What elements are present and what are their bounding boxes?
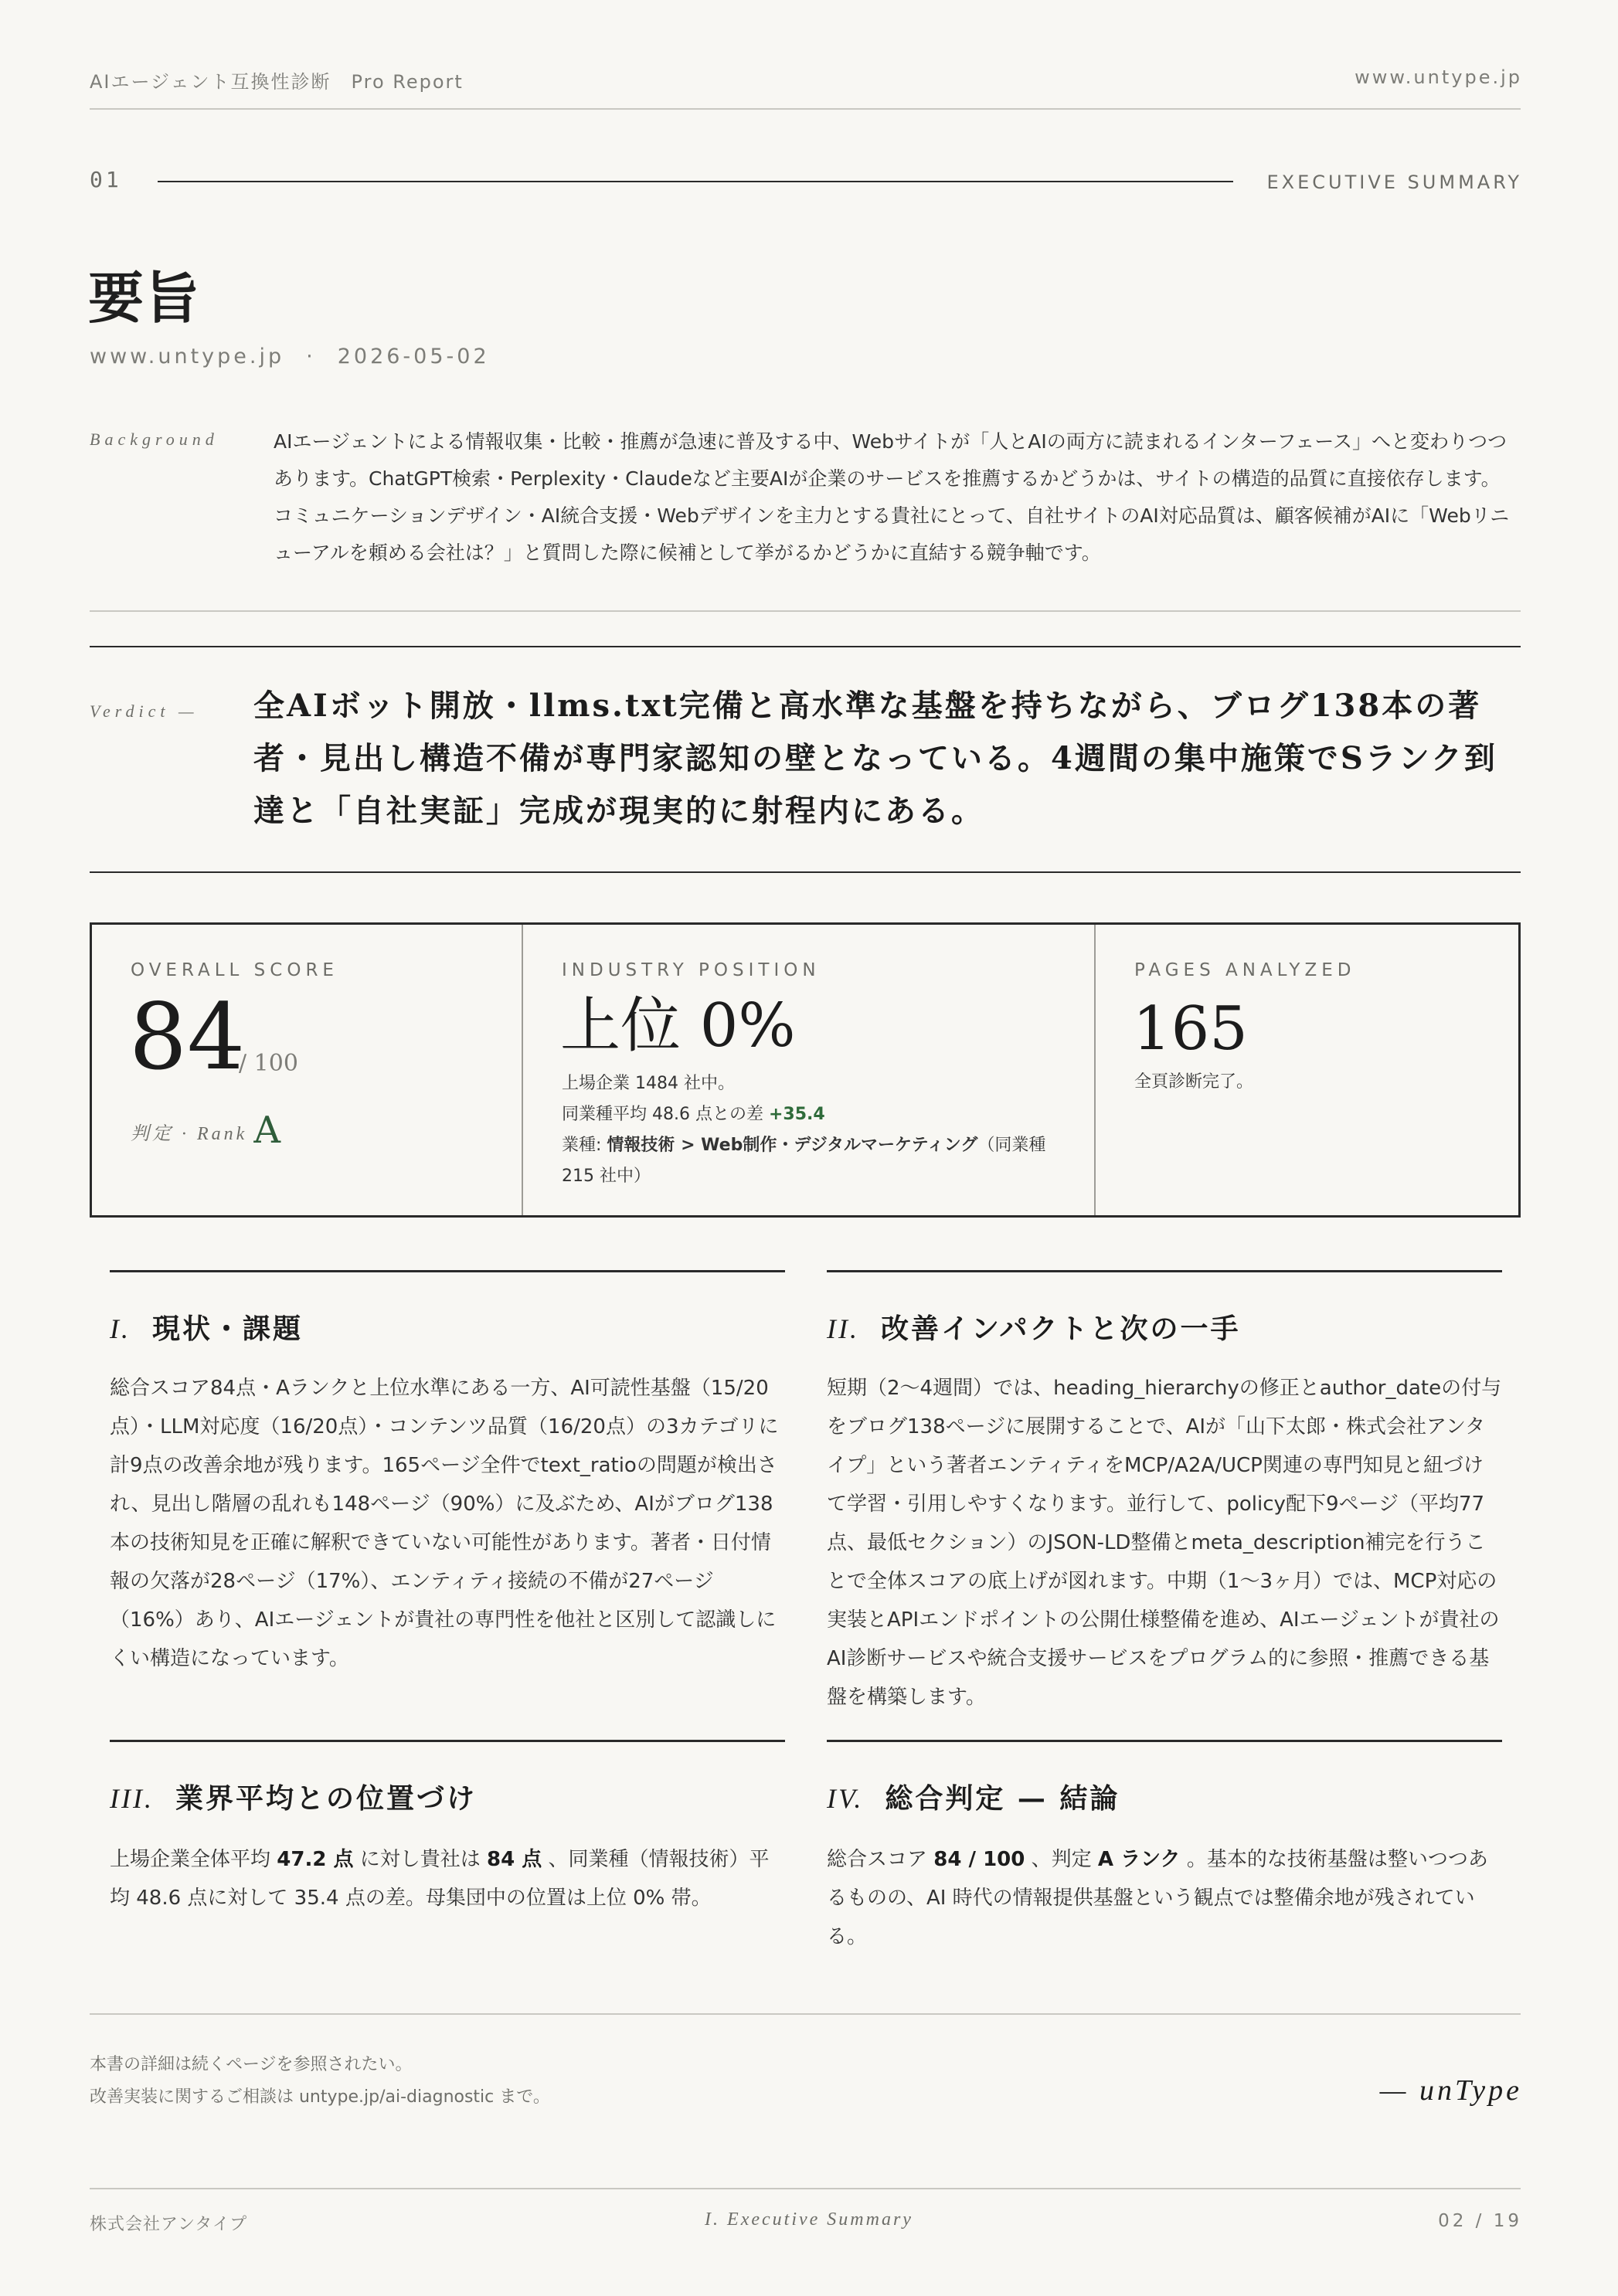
footer-chapter: I. Executive Summary <box>705 2209 913 2230</box>
rank-line <box>131 1109 280 1152</box>
section-4-text-1: 総合スコア <box>827 1848 928 1871</box>
section-1-numeral: I. <box>110 1313 131 1344</box>
rank-value: A <box>253 1109 280 1152</box>
section-4-numeral: IV. <box>827 1783 864 1814</box>
footer-divider <box>90 2188 1521 2189</box>
header-site-url: www.untype.jp <box>1355 66 1522 88</box>
industry-category-line <box>562 1130 1072 1192</box>
section-4-text-2: 、判定 <box>1031 1848 1092 1871</box>
pages-analyzed-cell <box>1094 925 1518 1215</box>
pages-analyzed-value: 165 <box>1133 994 1248 1064</box>
industry-position-cell <box>522 925 1094 1215</box>
section-2-body: 短期（2〜4週間）では、heading_hierarchyの修正とauthor_dateの付与をブログ138ページに展開することで、AIが「山下太郎・株式会社アンタイプ」という著者エンティティをMCP/A2A/UCP関連の専門知見と紐づけて学習・引用しやすくなります。並行して、policy配下9ページ（平均77点、最低セクション）のJSON-LD整備とmeta_description補完を行うことで全体スコアの底上げが図れます。中期（1〜3ヶ月）では、MCP対応の実装とAPIエンドポイントの公開仕様整備を進め、AIエージェントが貴社のAI診断サービスや統合支援サービスをプログラム的に参照・推薦できる基盤を構築します。 <box>827 1377 1502 1709</box>
section-2-title: 改善インパクトと次の一手 <box>880 1313 1241 1345</box>
background-divider <box>90 610 1521 612</box>
industry-diff-value: +35.4 <box>768 1105 825 1124</box>
overall-score-label: OVERALL SCORE <box>131 960 338 980</box>
section-1-rule <box>110 1270 785 1272</box>
section-3-average-value: 47.2 点 <box>277 1848 354 1871</box>
section-1-title: 現状・課題 <box>152 1313 304 1345</box>
industry-average-text: 同業種平均 48.6 点との差 <box>562 1105 763 1124</box>
section-3-text-3: 、同業種（情報技術）平均 48.6 点に対して 35.4 点の差。母集団中の位置は上位 0% 帯。 <box>110 1848 770 1910</box>
page-title: 要旨 <box>88 265 200 331</box>
overall-score-max: / 100 <box>239 1050 298 1077</box>
header-divider <box>90 108 1521 110</box>
verdict-label: Verdict — <box>90 701 199 721</box>
page-meta <box>90 345 490 369</box>
verdict-top-rule <box>90 646 1521 647</box>
signature: — unType <box>1379 2074 1522 2107</box>
section-4-score-value: 84 / 100 <box>933 1848 1025 1871</box>
listed-companies-line: 上場企業 1484 社中。 <box>562 1074 735 1093</box>
meta-date: 2026-05-02 <box>337 345 490 369</box>
section-4-heading <box>827 1777 1120 1816</box>
section-3-text-2: に対し貴社は <box>359 1848 481 1871</box>
section-4-body <box>827 1840 1502 1956</box>
verdict-text: 全AIボット開放・llms.txt完備と高水準な基盤を持ちながら、ブログ138本の著者・見出し構造不備が専門家認知の壁となっている。4週間の集中施策でSランク到達と「自社実証」完成が現実的に射程内にある。 <box>253 688 1497 829</box>
section-2-rule <box>827 1270 1502 1272</box>
section-3-heading <box>110 1777 477 1816</box>
section-4-text-3: 。基本的な技術基盤は整いつつあるものの、AI 時代の情報提供基盤という観点では整備余地が残されている。 <box>827 1848 1488 1948</box>
stats-box <box>90 922 1521 1218</box>
rank-label: 判定 · Rank <box>131 1124 248 1144</box>
industry-average-line <box>562 1099 1072 1130</box>
industry-position-details <box>562 1068 1072 1192</box>
section-1-body: 総合スコア84点・Aランクと上位水準にある一方、AI可読性基盤（15/20点）・LLM対応度（16/20点）・コンテンツ品質（16/20点）の3カテゴリに計9点の改善余地が残ります。165ページ全件でtext_ratioの問題が検出され、見出し階層の乱れも148ページ（90%）に及ぶため、AIがブログ138本の技術知見を正確に解釈できていない可能性があります。著者・日付情報の欠落が28ページ（17%）、エンティティ接続の不備が27ページ（16%）あり、AIエージェントが貴社の専門性を他社と区別して認識しにくい構造になっています。 <box>110 1377 779 1670</box>
report-subtitle: Pro Report <box>351 71 464 93</box>
section-4-title: 総合判定 — 結論 <box>885 1782 1120 1815</box>
section-marker-line <box>158 181 1233 182</box>
section-label: EXECUTIVE SUMMARY <box>1266 172 1522 193</box>
closing-line-2: 改善実装に関するご相談は untype.jp/ai-diagnostic まで。 <box>90 2087 550 2107</box>
section-2-heading <box>827 1307 1240 1347</box>
section-2-numeral: II. <box>827 1313 859 1344</box>
section-3-title: 業界平均との位置づけ <box>175 1782 477 1815</box>
footer-company: 株式会社アンタイプ <box>90 2215 248 2234</box>
report-header-title <box>90 66 464 93</box>
meta-separator: · <box>306 345 316 369</box>
background-text: AIエージェントによる情報収集・比較・推薦が急速に普及する中、Webサイトが「人とAIの両方に読まれるインターフェース」へと変わりつつあります。ChatGPT検索・Perplexity・Claudeなど主要AIが企業のサービスを推薦するかどうかは、サイトの構造的品質に直接依存します。コミュニケーションデザイン・AI統合支援・Webデザインを主力とする貴社にとって、自社サイトのAI対応品質は、顧客候補がAIに「Webリニューアルを頼める会社は？」と質問した際に候補として挙がるかどうかに直結する競争軸です。 <box>274 430 1510 564</box>
closing-note <box>90 2049 550 2114</box>
section-1-heading <box>110 1307 303 1347</box>
overall-score-value: 84 <box>129 983 246 1090</box>
industry-category-name: 情報技術 > Web制作・デジタルマーケティング <box>607 1136 978 1155</box>
section-3-text-1: 上場企業全体平均 <box>110 1848 271 1871</box>
pages-analyzed-label: PAGES ANALYZED <box>1134 960 1356 980</box>
industry-category-prefix: 業種: <box>562 1136 602 1155</box>
meta-domain: www.untype.jp <box>90 345 285 369</box>
section-3-rule <box>110 1740 785 1742</box>
section-3-numeral: III. <box>110 1783 154 1814</box>
section-4-rule <box>827 1740 1502 1742</box>
section-4-rank-value: A ランク <box>1097 1848 1181 1871</box>
background-label: Background <box>90 430 219 449</box>
pages-analyzed-note: 全頁診断完了。 <box>1134 1072 1254 1092</box>
section-number: 01 <box>90 167 122 192</box>
report-title: AIエージェント互換性診断 <box>90 71 331 93</box>
verdict-bottom-rule <box>90 871 1521 873</box>
footer-page-number: 02 / 19 <box>1438 2211 1522 2231</box>
section-3-score-value: 84 点 <box>487 1848 542 1871</box>
industry-position-label: INDUSTRY POSITION <box>562 960 821 980</box>
closing-divider <box>90 2013 1521 2015</box>
overall-score-cell <box>92 925 522 1215</box>
closing-line-1: 本書の詳細は続くページを参照されたい。 <box>90 2055 413 2074</box>
industry-category-count: （同業種 215 社中） <box>562 1136 1046 1186</box>
industry-position-value: 上位 0% <box>560 991 796 1061</box>
section-3-body <box>110 1840 785 1917</box>
